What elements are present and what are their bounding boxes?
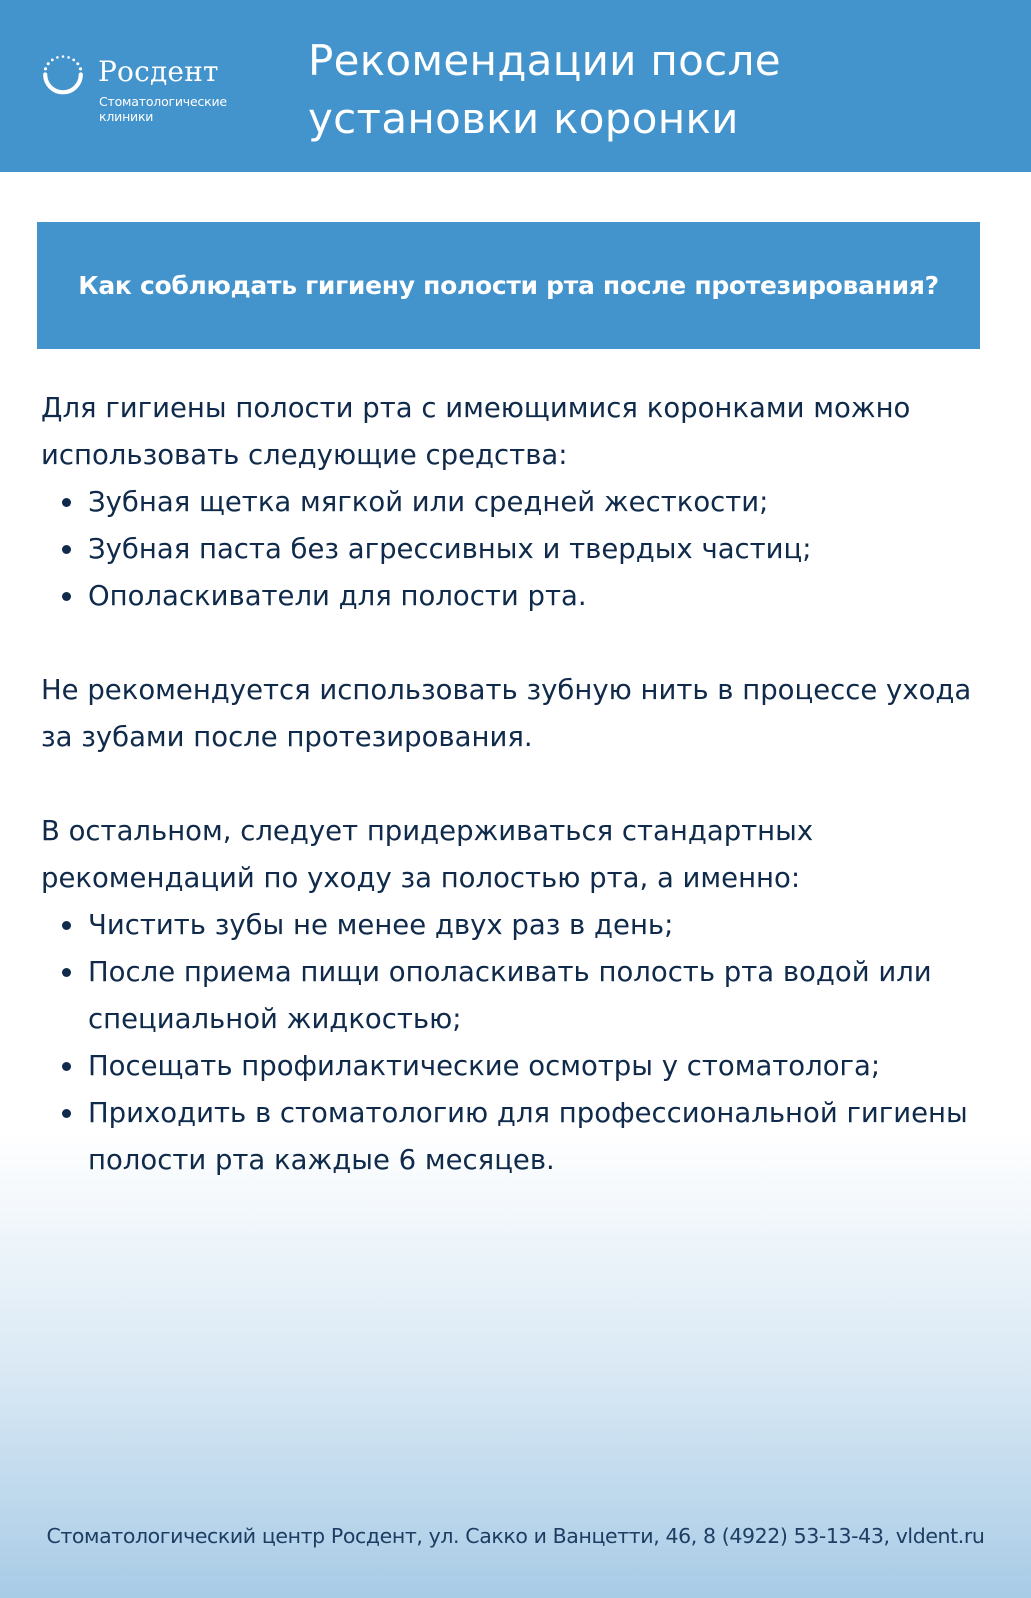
section3-intro: В остальном, следует придерживаться стандартных рекомендаций по уходу за полостью рта, а именно: bbox=[41, 815, 814, 894]
list-item: Ополаскиватели для полости рта. bbox=[88, 573, 991, 620]
list-item: После приема пищи ополаскивать полость рта водой или специальной жидкостью; bbox=[88, 949, 991, 1043]
list-item: Посещать профилактические осмотры у стоматолога; bbox=[88, 1043, 991, 1090]
list-item: Зубная щетка мягкой или средней жесткости; bbox=[88, 479, 991, 526]
list-item: Зубная паста без агрессивных и твердых частиц; bbox=[88, 526, 991, 573]
list-item: Чистить зубы не менее двух раз в день; bbox=[88, 902, 991, 949]
footer-contacts: Стоматологический центр Росдент, ул. Сакко и Ванцетти, 46, 8 (4922) 53-13-43, vldent.ru bbox=[46, 1524, 985, 1548]
spacer bbox=[41, 620, 991, 667]
header-banner bbox=[0, 0, 1031, 172]
section1-list bbox=[41, 479, 991, 620]
list-item: Приходить в стоматологию для профессиональной гигиены полости рта каждые 6 месяцев. bbox=[88, 1090, 991, 1184]
question-heading: Как соблюдать гигиену полости рта после протезирования? bbox=[78, 271, 939, 300]
logo-subtitle: Стоматологические клиники bbox=[99, 94, 227, 124]
logo-name: Росдент bbox=[98, 55, 219, 88]
section2-text: Не рекомендуется использовать зубную нить в процессе ухода за зубами после протезирования. bbox=[41, 674, 972, 753]
question-banner bbox=[37, 222, 980, 349]
section3-list bbox=[41, 902, 991, 1184]
spacer bbox=[41, 761, 991, 808]
brand-logo[interactable] bbox=[42, 52, 262, 132]
section1-intro: Для гигиены полости рта с имеющимися коронками можно использовать следующие средства: bbox=[41, 392, 911, 471]
content-body bbox=[41, 385, 991, 1184]
logo-ring-icon bbox=[42, 54, 84, 96]
page-title: Рекомендации после установки коронки bbox=[308, 36, 781, 143]
